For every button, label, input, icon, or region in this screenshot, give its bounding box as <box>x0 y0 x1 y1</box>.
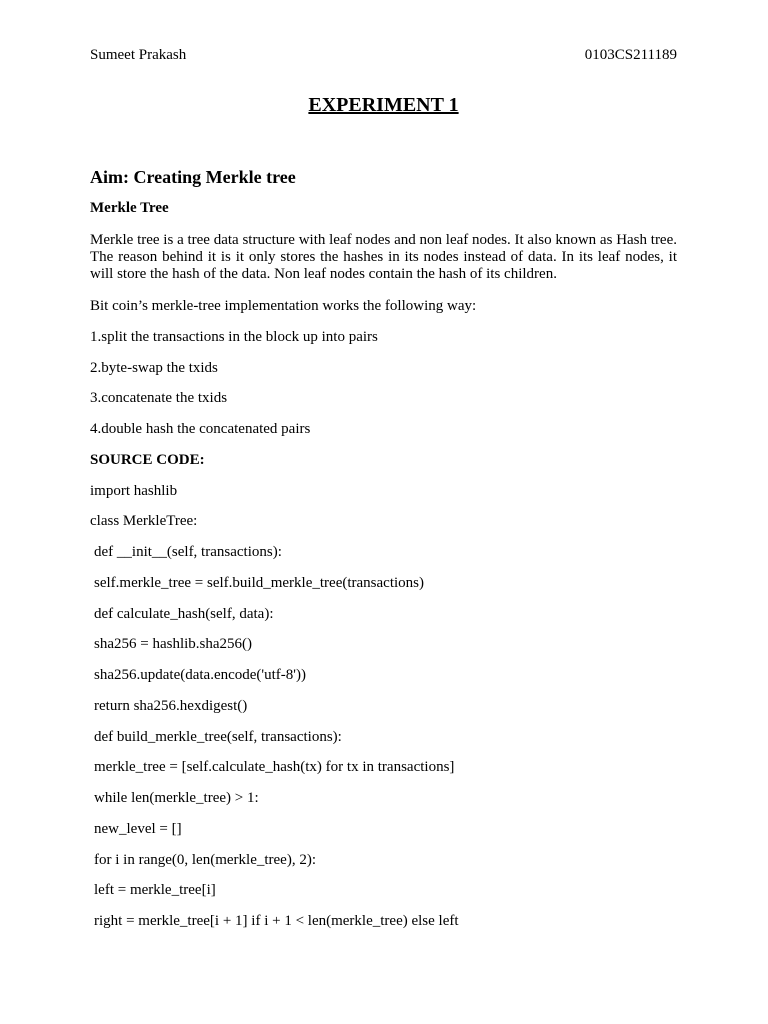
code-line: new_level = [] <box>94 821 182 837</box>
step-item: 1.split the transactions in the block up into pairs <box>90 329 378 345</box>
code-line: def calculate_hash(self, data): <box>94 606 274 622</box>
code-line: sha256 = hashlib.sha256() <box>94 636 253 652</box>
code-line: self.merkle_tree = self.build_merkle_tree(transactions) <box>94 575 424 591</box>
code-line: def build_merkle_tree(self, transactions): <box>94 729 342 745</box>
code-line: merkle_tree = [self.calculate_hash(tx) for tx in transactions] <box>94 759 455 775</box>
code-line: while len(merkle_tree) > 1: <box>94 790 259 806</box>
step-item: 4.double hash the concatenated pairs <box>90 421 311 437</box>
experiment-title: EXPERIMENT 1 <box>308 94 459 116</box>
aim-heading: Aim: Creating Merkle tree <box>90 167 296 187</box>
page-header <box>90 47 677 65</box>
code-line: right = merkle_tree[i + 1] if i + 1 < len(merkle_tree) else left <box>94 913 459 929</box>
code-line: return sha256.hexdigest() <box>94 698 248 714</box>
code-line: left = merkle_tree[i] <box>94 882 216 898</box>
code-line: import hashlib <box>90 483 178 499</box>
source-code-heading: SOURCE CODE: <box>90 452 205 468</box>
code-line: sha256.update(data.encode('utf-8')) <box>94 667 306 683</box>
code-line: for i in range(0, len(merkle_tree), 2): <box>94 852 316 868</box>
description-paragraph: Merkle tree is a tree data structure with leaf nodes and non leaf nodes. It also known as Hash tree. The reason behind it is it only stores the hashes in its nodes instead of data. In its leaf nodes, it will store the hash of the data. Non leaf nodes contain the hash of its children. <box>90 232 677 282</box>
step-item: 3.concatenate the txids <box>90 390 228 406</box>
step-item: 2.byte-swap the txids <box>90 360 218 376</box>
code-line: def __init__(self, transactions): <box>94 544 282 560</box>
section-heading: Merkle Tree <box>90 200 169 216</box>
author-name: Sumeet Prakash <box>90 47 187 63</box>
roll-number: 0103CS211189 <box>584 47 677 63</box>
code-line: class MerkleTree: <box>90 513 198 529</box>
intro-text: Bit coin’s merkle-tree implementation works the following way: <box>90 298 477 314</box>
